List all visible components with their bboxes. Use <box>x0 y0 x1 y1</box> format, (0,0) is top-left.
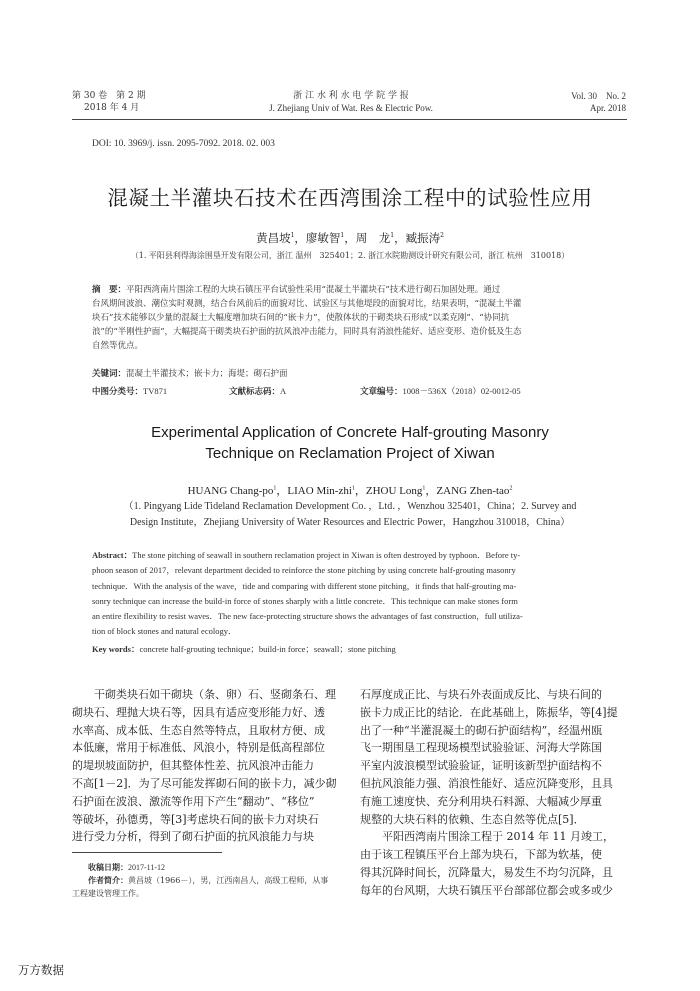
body-line: 得其沉降时间长，沉降量大，易发生不均匀沉降，且 <box>360 865 613 879</box>
journal-name-cn: 浙 江 水 利 水 电 学 院 学 报 <box>293 91 409 101</box>
title-en <box>72 422 628 464</box>
affiliation-cn: （1. 平阳县利得海涂围垦开发有限公司，浙江 温州 325401；2. 浙江水院勘测设计研究有限公司，浙江 杭州 310018） <box>130 251 570 260</box>
received-date: 收稿日期：2017-11-12 <box>88 863 166 872</box>
journal-volume-issue <box>72 90 212 114</box>
header-rule <box>72 119 627 120</box>
body-line: 嵌卡力成正比的结论．在此基础上，陈振华，等[4]提 <box>360 705 618 719</box>
keywords-cn-label: 关键词： <box>92 369 127 379</box>
abstract-en-line: technique．With the analysis of the wave，tide and comparing with different stone pitching，it finds that half-grouting ma- <box>92 580 517 591</box>
abstract-en-line: tion of block stones and natural ecology． <box>92 626 237 637</box>
body-line: 砌块石、理抛大块石等，因具有适应变形能力好、透 <box>72 705 325 719</box>
body-line: 本低廉，常用于标准低、风浪小，特别是低高程部位 <box>72 741 325 755</box>
keywords-en <box>92 643 612 655</box>
footnote-rule <box>72 852 222 853</box>
keywords-en-label: Key words： <box>92 644 140 654</box>
abstract-en-line: The stone pitching of seawall in southern reclamation project in Xiwan is often destroyed by typhoon．Before ty- <box>132 550 521 560</box>
document-code: 文献标志码：A <box>229 386 287 397</box>
title-en-line: Experimental Application of Concrete Half-grouting Masonry <box>151 424 549 441</box>
author-cn-3: 周 龙$^1$， <box>355 231 406 245</box>
author-cn-1: 黄昌坡$^1$， <box>256 231 306 245</box>
title-cn: 混凝土半灌块石技术在西湾围涂工程中的试验性应用 <box>107 186 593 210</box>
clc: 中图分类号：TV871 <box>92 386 168 397</box>
body-line: 飞一期围垦工程现场模型试验验证、河海大学陈国 <box>360 741 602 755</box>
journal-name <box>220 90 482 114</box>
author-cn-4: 臧振涛$^2$ <box>405 231 444 245</box>
body-line: 有施工速度快、充分利用块石料源、大幅减少厚重 <box>360 794 602 808</box>
date-en: Apr. 2018 <box>590 103 626 113</box>
abstract-en <box>92 548 612 640</box>
footnote <box>72 861 352 900</box>
body-line: 石护面在波浪、激流等作用下产生“翻动”、“移位” <box>72 794 315 808</box>
author-cn-2: 廖敏智$^1$， <box>305 231 356 245</box>
author-en-3: ZHOU Long$^1$， <box>365 485 437 497</box>
body-line: 平室内波浪模型试验验证，证明该新型护面结构不 <box>360 759 602 773</box>
author-en-1: HUANG Chang-$po^1$， <box>187 485 288 497</box>
body-column-left <box>72 686 347 846</box>
affiliation-en-line: Design Institute，Zhejiang University of Water Resources and Electric Power，Hangzhou 310018，China） <box>129 517 571 528</box>
abstract-en-label: Abstract： <box>92 550 133 560</box>
abstract-cn-line: 块石”技术能够以少量的混凝土大幅度增加块石间的“嵌卡力”，使散体状的干砌类块石形成“以柔克刚”、“协同抗 <box>92 313 510 323</box>
abstract-cn-line: 浪”的“半刚性护面”，大幅提高干砌类块石护面的抗风浪冲击能力，同时具有消浪性能好、适应变形、造价低及生态 <box>92 327 522 337</box>
body-column-right <box>360 686 635 900</box>
body-line: 平阳西湾南片围涂工程于 2014 年 11 月竣工， <box>360 830 614 844</box>
author-bio: 作者简介：黄昌坡（1966－），男，江西南昌人，高级工程师，从事 <box>88 876 329 885</box>
body-line: 石厚度成正比、与块石外表面成反比、与块石间的 <box>360 688 602 701</box>
author-en-2: LIAO Min-zhi$^1$， <box>287 485 366 497</box>
abstract-cn-label: 摘 要： <box>92 285 127 295</box>
abstract-en-line: phoon season of 2017，relevant department decided to reinforce the stone pitching by using concrete half-grouting masonry <box>92 565 516 576</box>
body-line: 但抗风浪能力强、消浪性能好、适应沉降变形，且具 <box>360 776 613 790</box>
doi: DOI: 10. 3969/j. issn. 2095-7092. 2018. 02. 003 <box>92 139 275 149</box>
author-en-4: ZANG Zhen-tao$^2$ <box>436 485 513 497</box>
abstract-cn-line: 自然等优点。 <box>92 341 144 351</box>
keywords-cn-text: 混凝土半灌技术；嵌卡力；海堤；砌石护面 <box>126 369 288 379</box>
body-line: 等破坏，孙德勇，等[3]考虑块石间的嵌卡力对块石 <box>72 812 319 826</box>
body-line: 水率高、成本低、生态自然等特点，且取材方便、成 <box>72 723 325 737</box>
abstract-en-line: an entire flexibility to resist waves．The new face-protecting structure shows the advantages of fast construction，full utiliza- <box>92 611 523 622</box>
body-line: 由于该工程镇压平台上部为块石，下部为软基，使 <box>360 848 602 862</box>
abstract-cn-line: 台风期间波浪、潮位实时观测，结合台风前后的面貌对比、试验区与其他堤段的面貌对比，结果表明，“混凝土半灌 <box>92 299 522 309</box>
volume-issue-cn: 第 30 卷 第 2 期 <box>72 91 146 101</box>
body-line: 规整的大块石料的依赖、生态自然等优点[5]． <box>360 812 585 826</box>
abstract-en-line: sonry technique can increase the build-in force of stones sharply with a little concrete．This technique can make stones form <box>92 595 518 606</box>
article-number: 文章编号：1008－536X（2018）02-0012-05 <box>360 386 521 397</box>
keywords-en-text: concrete half-grouting technique；build-in force；seawall；stone pitching <box>139 644 396 654</box>
abstract-cn <box>92 283 612 353</box>
journal-volume-en <box>520 90 626 114</box>
authors-cn <box>72 230 628 246</box>
affiliation-en <box>72 499 628 531</box>
body-line: 出了一种“半灌混凝土的砌石护面结构”，经温州瓯 <box>360 723 603 737</box>
volume-issue-en: Vol. 30 No. 2 <box>571 91 626 101</box>
journal-name-en: J. Zhejiang Univ of Wat. Res & Electric Pow. <box>269 103 433 113</box>
body-line: 每年的台风期，大块石镇压平台部部位都会或多或少 <box>360 883 613 897</box>
authors-en <box>72 482 628 498</box>
body-line: 干砌类块石如干砌块（条、卵）石、竖砌条石、理 <box>72 688 336 701</box>
title-en-line: Technique on Reclamation Project of Xiwan <box>205 445 495 462</box>
watermark: 万方数据 <box>18 963 64 977</box>
affiliation-en-line: （1. Pingyang Lide Tideland Reclamation Development Co．，Ltd．，Wenzhou 325401，China；2. Survey and <box>123 501 577 512</box>
abstract-cn-line: 平阳西湾南片围涂工程的大块石镇压平台试验性采用“混凝土半灌块石”技术进行砌石加固处理。通过 <box>126 285 501 295</box>
body-line: 不高[1－2]．为了尽可能发挥砌石间的嵌卡力，减少砌 <box>72 776 337 790</box>
author-bio-cont: 工程建设管理工作。 <box>72 889 144 898</box>
keywords-cn <box>92 367 612 381</box>
date-cn: 2018 年 4 月 <box>84 103 140 113</box>
body-line: 的堤坝坡面防护，但其整体性差、抗风浪冲击能力 <box>72 759 314 773</box>
body-line: 进行受力分析，得到了砌石护面的抗风浪能力与块 <box>72 830 314 844</box>
